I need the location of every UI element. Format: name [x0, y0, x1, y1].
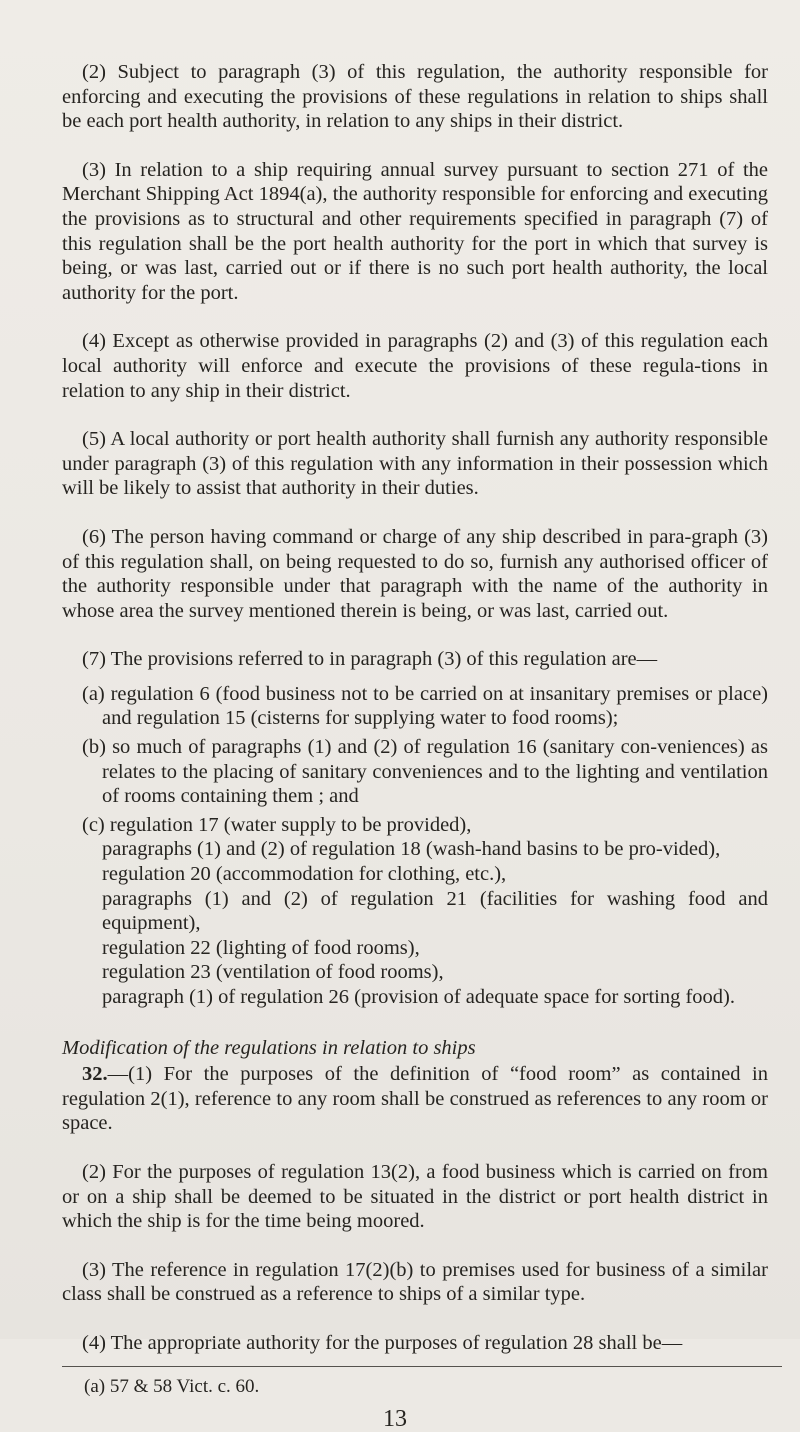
list-sub-item: regulation 20 (accommodation for clothing, etc.), — [102, 863, 507, 886]
paragraph-6: (6) The person having command or charge of any ship described in para-graph (3) of this regulation shall, on being requested to do so, furnish any authorised officer of the authority responsible under that paragraph with the name of the authority in whose area the survey mentioned therein is being, or was last, carried out. — [62, 525, 768, 622]
paragraph-32-1 — [62, 1062, 768, 1136]
list-sub-item: regulation 23 (ventilation of food rooms), — [102, 961, 444, 984]
footnote: (a) 57 & 58 Vict. c. 60. — [84, 1375, 260, 1397]
provisions-list — [62, 682, 768, 1010]
list-item-b: (b) so much of paragraphs (1) and (2) of regulation 16 (sanitary con-veniences) as relates to the placing of sanitary conveniences and to the lighting and ventilation of rooms containing them ; and — [82, 736, 768, 808]
list-sub-item: paragraphs (1) and (2) of regulation 21 (facilities for washing food and equipment), — [102, 887, 768, 935]
list-sub-item: paragraph (1) of regulation 26 (provision of adequate space for sorting food). — [102, 986, 736, 1008]
paragraph-2: (2) Subject to paragraph (3) of this regulation, the authority responsible for enforcing and executing the provisions of these regulations in relation to ships shall be each port health authority, in relation to any ships in their district. — [62, 61, 768, 133]
list-item-c: (c) regulation 17 (water supply to be provided), — [82, 813, 472, 836]
paragraph-5: (5) A local authority or port health authority shall furnish any authority responsible under paragraph (3) of this regulation with any information in their possession which will be likely to assist that authority in their duties. — [62, 428, 768, 500]
paragraph-3: (3) In relation to a ship requiring annual survey pursuant to section 271 of the Merchant Shipping Act 1894(a), the authority responsible for enforcing and executing the provisions as to structural and other requirements specified in paragraph (7) of this regulation shall be the port health authority for the port in which that survey is being, or was last, carried out or if there is no such port health authority, the local authority for the port. — [62, 158, 768, 304]
page-number: 13 — [383, 1406, 407, 1432]
paragraph-32-2: (2) For the purposes of regulation 13(2), a food business which is carried on from or on a ship shall be deemed to be situated in the district or port health district in which the ship is for the time being moored. — [62, 1160, 768, 1233]
paragraph-32-4: (4) The appropriate authority for the purposes of regulation 28 shall be— — [82, 1331, 683, 1354]
paragraph-32-3: (3) The reference in regulation 17(2)(b) to premises used for business of a similar class shall be construed as a reference to ships of a similar type. — [62, 1258, 768, 1306]
list-sub-item: paragraphs (1) and (2) of regulation 18 (wash-hand basins to be pro-vided), — [102, 838, 721, 861]
paragraph-4: (4) Except as otherwise provided in paragraphs (2) and (3) of this regulation each local authority will enforce and execute the provisions of these regula-tions in relation to any ship in their district. — [62, 330, 768, 402]
list-sub-item: regulation 22 (lighting of food rooms), — [102, 936, 420, 959]
regulation-number: 32. — [82, 1063, 108, 1086]
list-item-a: (a) regulation 6 (food business not to be carried on at insanitary premises or place) and regulation 15 (cisterns for supplying water to food rooms); — [82, 682, 768, 730]
paragraph-32-1-text: —(1) For the purposes of the definition of “food room” as contained in regulation 2(1), reference to any room shall be construed as references to any room or space. — [62, 1063, 768, 1135]
footnote-divider — [62, 1366, 782, 1367]
paragraph-7: (7) The provisions referred to in paragraph (3) of this regulation are— — [82, 648, 658, 671]
section-heading: Modification of the regulations in relation to ships — [62, 1036, 476, 1059]
